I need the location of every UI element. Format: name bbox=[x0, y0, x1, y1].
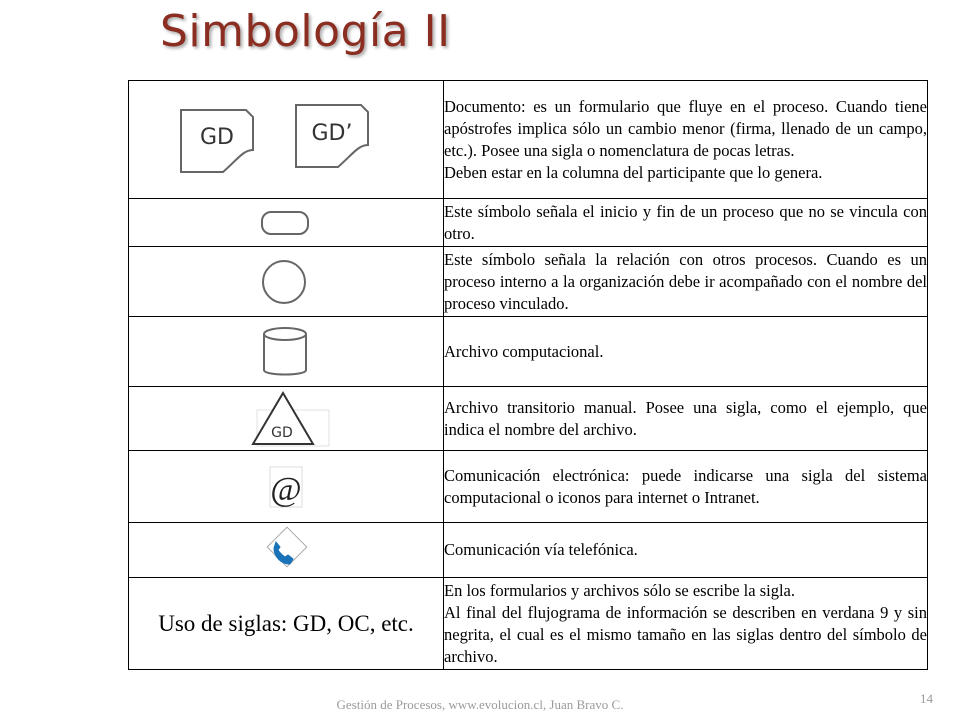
table-row bbox=[129, 523, 928, 578]
description-text: Comunicación vía telefónica. bbox=[444, 540, 638, 559]
description-text: Al final del flujograma de información se describen en verdana 9 y sin negrita, el cual es el mismo tamaño en las siglas dentro del símbolo de archivo. bbox=[444, 602, 927, 666]
database-cylinder-icon bbox=[256, 322, 316, 382]
document-icon bbox=[171, 100, 401, 180]
document-modified-symbol-label: GD’ bbox=[311, 120, 353, 146]
description-text: Archivo transitorio manual. Posee una sigla, como el ejemplo, que indica el nombre del archivo. bbox=[444, 397, 927, 439]
email-symbol-label: @ bbox=[270, 470, 302, 508]
symbol-table bbox=[128, 80, 928, 670]
description-text: Archivo computacional. bbox=[444, 341, 604, 361]
email-description bbox=[444, 451, 928, 523]
table-row bbox=[129, 451, 928, 523]
description-text: Deben estar en la columna del participante que lo genera. bbox=[444, 162, 823, 182]
table-row bbox=[129, 81, 928, 199]
siglas-description bbox=[444, 578, 928, 670]
table-row bbox=[129, 387, 928, 451]
description-text: Este símbolo señala el inicio y fin de un proceso que no se vincula con otro. bbox=[444, 201, 927, 243]
at-sign-icon bbox=[256, 462, 316, 512]
table-row bbox=[129, 247, 928, 317]
email-symbol-cell bbox=[129, 451, 444, 523]
manual-file-symbol-label: GD bbox=[271, 424, 293, 441]
manual-file-symbol-cell bbox=[129, 387, 444, 451]
table-row bbox=[129, 317, 928, 387]
phone-symbol-cell bbox=[129, 523, 444, 578]
page-number: 14 bbox=[920, 691, 933, 706]
siglas-label: Uso de siglas: GD, OC, etc. bbox=[129, 578, 444, 670]
connector-description bbox=[444, 247, 928, 317]
database-symbol-cell bbox=[129, 317, 444, 387]
connector-circle-icon bbox=[256, 254, 316, 310]
description-text: Comunicación electrónica: puede indicarse una sigla del sistema computacional o iconos para internet o Intranet. bbox=[444, 465, 927, 507]
document-symbol-label: GD bbox=[200, 124, 234, 150]
manual-file-description bbox=[444, 387, 928, 451]
phone-icon bbox=[256, 524, 316, 576]
database-description bbox=[444, 317, 928, 387]
terminator-description bbox=[444, 199, 928, 247]
document-symbol-cell bbox=[129, 81, 444, 199]
connector-symbol-cell bbox=[129, 247, 444, 317]
terminator-symbol-cell bbox=[129, 199, 444, 247]
footer-text: Gestión de Procesos, www.evolucion.cl, Juan Bravo C. bbox=[336, 697, 624, 712]
page-title: Simbología II bbox=[160, 6, 451, 57]
description-text: Documento: es un formulario que fluye en el proceso. Cuando tiene apóstrofes implica sólo un cambio menor (firma, llenado de un campo, etc.). Posee una sigla o nomenclatura de pocas letras. bbox=[444, 96, 927, 160]
table-row bbox=[129, 199, 928, 247]
terminator-icon bbox=[256, 208, 316, 238]
phone-description bbox=[444, 523, 928, 578]
triangle-file-icon bbox=[241, 390, 331, 448]
description-text: Este símbolo señala la relación con otros procesos. Cuando es un proceso interno a la organización debe ir acompañado con el nombre del proceso vinculado. bbox=[444, 249, 927, 313]
description-text: En los formularios y archivos sólo se escribe la sigla. bbox=[444, 580, 796, 600]
document-description bbox=[444, 81, 928, 199]
table-row bbox=[129, 578, 928, 670]
